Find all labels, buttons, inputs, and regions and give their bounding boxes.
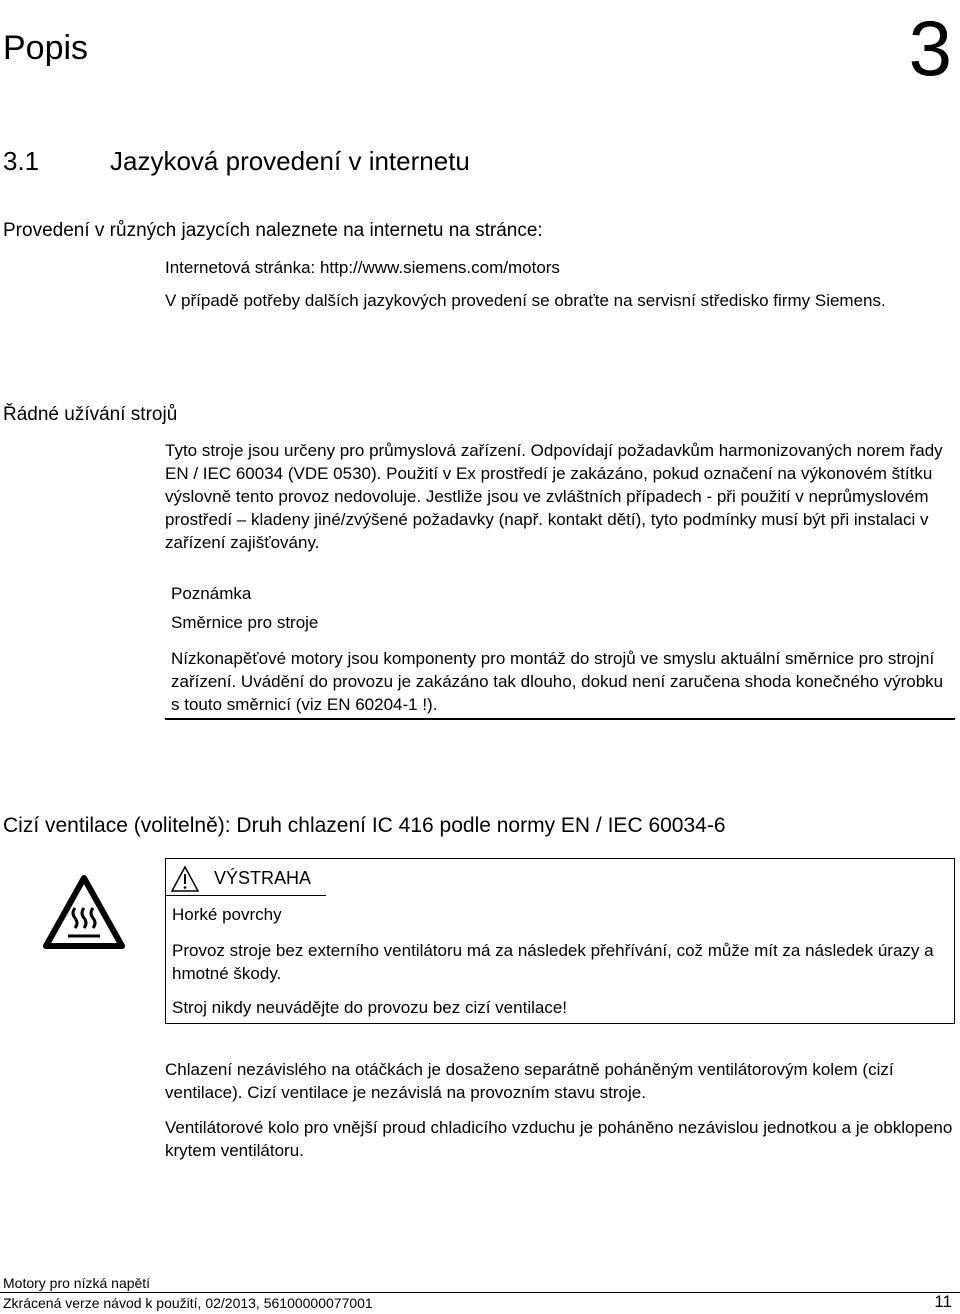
proper-use-heading: Řádné užívání strojů: [3, 404, 178, 425]
service-text: V případě potřeby dalších jazykových provedení se obraťte na servisní středisko firmy Siemens.: [165, 291, 886, 310]
chapter-number: 3: [908, 4, 952, 92]
warning-triangle-icon: [170, 865, 200, 893]
note-title: Směrnice pro stroje: [171, 613, 319, 632]
warning-signal-word: VÝSTRAHA: [214, 868, 312, 888]
proper-use-text: Tyto stroje jsou určeny pro průmyslová zařízení. Odpovídají požadavkům harmonizovaných norem řady EN / IEC 60034 (VDE 0530). Použití v Ex prostředí je zakázáno, pokud označení na výkonovém štítku výslovně tento provoz nedovoluje. Jestliže jsou ve zvláštních případech - při použití v neprůmyslovém prostředí – kladeny jiné/zvýšené požadavky (např. kontakt dětí), tyto podmínky musí být při instalaci v zařízení zajišťovány.: [165, 441, 943, 552]
note-text: Nízkonapěťové motory jsou komponenty pro montáž do strojů ve smyslu aktuální směrnice pro strojní zařízení. Uvádění do provozu je zakázáno tak dlouho, dokud není zaručena shoda konečného výrobku s touto směrnicí (viz EN 60204-1 !).: [171, 649, 944, 714]
chapter-title: Popis: [3, 29, 89, 67]
section-number: 3.1: [3, 146, 40, 176]
intro-heading: Provedení v různých jazycích naleznete na internetu na stránce:: [3, 220, 543, 241]
ventilation-para-1: Chlazení nezávislého na otáčkách je dosaženo separátně poháněným ventilátorovým kolem (cizí ventilace). Cizí ventilace je nezávislá na provozním stavu stroje.: [165, 1060, 894, 1102]
warning-text-1: Provoz stroje bez externího ventilátoru má za následek přehřívání, což může mít za následek úrazy a hmotné škody.: [172, 941, 934, 983]
hot-surface-warning-icon: [42, 874, 126, 950]
section-heading: [3, 145, 470, 177]
website-line: Internetová stránka: http://www.siemens.com/motors: [165, 258, 560, 277]
ventilation-para-2: Ventilátorové kolo pro vnější proud chladicího vzduchu je poháněno nezávislou jednotkou a je obklopeno krytem ventilátoru.: [165, 1118, 953, 1160]
ventilation-heading: Cizí ventilace (volitelně): Druh chlazení IC 416 podle normy EN / IEC 60034-6: [3, 814, 726, 837]
warning-title: Horké povrchy: [172, 905, 282, 924]
section-title: Jazyková provedení v internetu: [110, 146, 470, 176]
page-number: 11: [934, 1292, 952, 1311]
warning-text-2: Stroj nikdy neuvádějte do provozu bez cizí ventilace!: [172, 998, 568, 1017]
warning-divider: [166, 895, 326, 896]
note-label: Poznámka: [171, 584, 252, 603]
footer-divider: [0, 1292, 960, 1293]
warning-box: [165, 858, 955, 1024]
warning-header: [166, 859, 326, 895]
footer-document: Zkrácená verze návod k použití, 02/2013, 56100000077001: [3, 1295, 373, 1311]
footer-product: Motory pro nízká napětí: [3, 1275, 151, 1291]
